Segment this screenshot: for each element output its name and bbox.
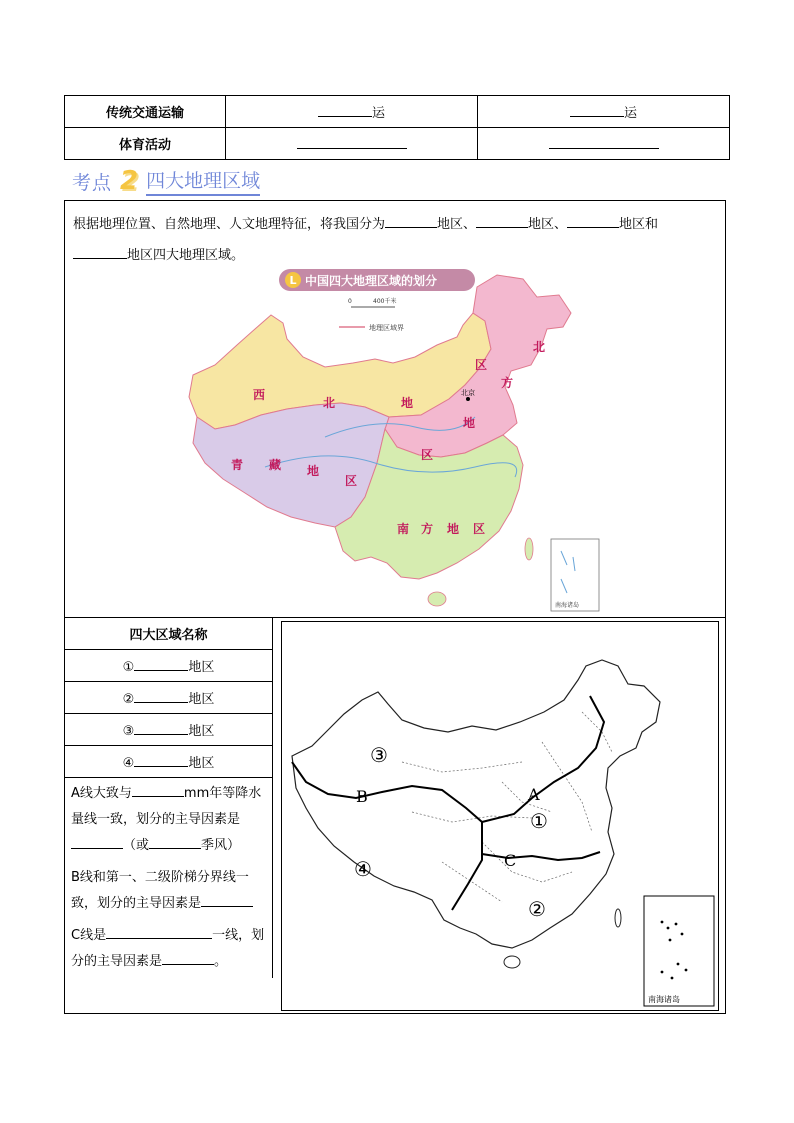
region-names-table bbox=[65, 618, 273, 978]
region-label-char: 北 bbox=[533, 340, 546, 354]
region-label-char: 北 bbox=[323, 396, 336, 410]
scale-label: 400千米 bbox=[373, 298, 397, 305]
table-row bbox=[65, 128, 730, 160]
province-border bbox=[442, 862, 502, 902]
question-text: （或 bbox=[123, 838, 150, 853]
question-text: 季风） bbox=[201, 838, 241, 853]
intro-text: 地区和 bbox=[619, 217, 659, 232]
colored-map-svg bbox=[175, 267, 615, 617]
table-header: 四大区域名称 bbox=[65, 618, 273, 650]
line-label: C bbox=[504, 851, 517, 870]
answer-blank[interactable] bbox=[476, 214, 528, 228]
region-label-char: 南 bbox=[397, 522, 410, 536]
intro-text: 地区、 bbox=[528, 217, 568, 232]
answer-blank[interactable] bbox=[134, 689, 188, 703]
section-title: 四大地理区域 bbox=[146, 166, 260, 196]
region-label-char: 方 bbox=[421, 522, 434, 536]
table-row bbox=[65, 96, 730, 128]
hainan-island bbox=[428, 592, 446, 606]
answer-blank[interactable] bbox=[162, 951, 214, 965]
region-label-char: 地 bbox=[463, 416, 476, 430]
row-label: 传统交通运输 bbox=[65, 96, 226, 128]
region-label-char: 区 bbox=[475, 358, 488, 372]
outline-map-svg bbox=[282, 622, 718, 1010]
region-label-char: 地 bbox=[401, 396, 414, 410]
answer-blank[interactable] bbox=[201, 893, 253, 907]
question-c-cell bbox=[65, 920, 273, 978]
cell-suffix: 运 bbox=[623, 106, 637, 121]
region-label-char: 区 bbox=[345, 474, 358, 488]
region-marker: ③ bbox=[122, 724, 135, 739]
answer-blank[interactable] bbox=[297, 135, 407, 149]
map-title-badge: L bbox=[289, 274, 297, 287]
question-text: B线和第一、二级阶梯分界线一致，划分的主导因素是 bbox=[71, 870, 249, 911]
region-name-cell bbox=[65, 746, 273, 778]
region-marker: ① bbox=[530, 809, 548, 833]
south-sea-inset bbox=[551, 539, 599, 611]
answer-cell bbox=[478, 96, 730, 128]
region-name-cell bbox=[65, 714, 273, 746]
region-label-char: 地 bbox=[447, 522, 460, 536]
legend-label: 地理区域界 bbox=[369, 324, 404, 332]
question-b-cell bbox=[65, 862, 273, 920]
inset-label: 南海诸岛 bbox=[555, 602, 580, 609]
line-c bbox=[482, 852, 600, 860]
table-row bbox=[65, 778, 273, 863]
beijing-marker-icon bbox=[466, 397, 470, 401]
intro-paragraph bbox=[73, 209, 719, 271]
china-outline bbox=[292, 660, 660, 948]
region-label-char: 地 bbox=[307, 464, 320, 478]
answer-blank[interactable] bbox=[134, 657, 188, 671]
table-row bbox=[65, 714, 273, 746]
intro-text: 根据地理位置、自然地理、人文地理特征，将我国分为 bbox=[73, 217, 386, 232]
answer-blank[interactable] bbox=[134, 721, 188, 735]
table-row bbox=[65, 682, 273, 714]
line-label: B bbox=[356, 787, 368, 806]
region-marker: ② bbox=[528, 897, 546, 921]
province-border bbox=[482, 842, 572, 882]
region-suffix: 地区 bbox=[188, 692, 215, 707]
section-number-icon: 2 bbox=[120, 166, 139, 196]
answer-blank[interactable] bbox=[570, 103, 624, 117]
answer-blank[interactable] bbox=[71, 835, 123, 849]
region-label-char: 方 bbox=[501, 376, 514, 390]
answer-blank[interactable] bbox=[73, 245, 127, 259]
region-marker: ③ bbox=[370, 743, 388, 767]
section-heading bbox=[72, 164, 260, 198]
province-border bbox=[502, 782, 552, 812]
hainan-island bbox=[504, 956, 520, 968]
question-a-cell bbox=[65, 778, 273, 863]
answer-cell bbox=[478, 128, 730, 160]
city-label: 北京 bbox=[461, 389, 475, 397]
taiwan-island bbox=[615, 909, 621, 927]
province-border bbox=[402, 762, 522, 772]
colored-region-map bbox=[175, 267, 615, 617]
scale-zero: 0 bbox=[348, 298, 352, 305]
question-text: C线是 bbox=[71, 928, 107, 943]
table-row bbox=[65, 862, 273, 920]
region-label-char: 区 bbox=[473, 522, 486, 536]
inset-label: 南海诸岛 bbox=[648, 995, 680, 1004]
region-marker: ① bbox=[122, 660, 135, 675]
region-content-box bbox=[64, 200, 726, 1014]
line-label: A bbox=[528, 785, 540, 804]
region-name-cell bbox=[65, 650, 273, 682]
region-label-char: 区 bbox=[421, 448, 434, 462]
region-label-char: 西 bbox=[253, 388, 266, 402]
map-title: 中国四大地理区域的划分 bbox=[305, 274, 438, 288]
section-prefix: 考点 bbox=[72, 171, 113, 194]
region-label-char: 青 bbox=[231, 458, 244, 472]
south-sea-inset bbox=[644, 896, 714, 1006]
question-text: A线大致与 bbox=[71, 786, 132, 801]
line-b bbox=[292, 762, 482, 910]
answer-cell bbox=[226, 128, 478, 160]
question-text: 。 bbox=[214, 954, 228, 969]
intro-text: 地区、 bbox=[437, 217, 477, 232]
answer-blank[interactable] bbox=[132, 783, 184, 797]
region-marker: ④ bbox=[122, 756, 135, 771]
answer-blank[interactable] bbox=[549, 135, 659, 149]
region-label-char: 藏 bbox=[269, 458, 282, 472]
answer-blank[interactable] bbox=[385, 214, 437, 228]
table-row bbox=[65, 618, 273, 650]
question-text: mm年等降水量线一致，划分的主导因素是 bbox=[71, 786, 262, 827]
answer-blank[interactable] bbox=[134, 753, 188, 767]
answer-cell bbox=[226, 96, 478, 128]
line-a bbox=[482, 696, 604, 822]
cell-suffix: 运 bbox=[371, 106, 385, 121]
region-marker: ② bbox=[122, 692, 135, 707]
region-marker: ④ bbox=[354, 857, 372, 881]
taiwan-island bbox=[525, 538, 533, 560]
region-name-cell bbox=[65, 682, 273, 714]
row-label: 体育活动 bbox=[65, 128, 226, 160]
answer-blank[interactable] bbox=[149, 835, 201, 849]
intro-text: 地区四大地理区域。 bbox=[127, 248, 245, 263]
province-border bbox=[542, 742, 592, 832]
region-suffix: 地区 bbox=[188, 724, 215, 739]
table-row bbox=[65, 650, 273, 682]
question-text: 一线，划分的主导因素是 bbox=[71, 928, 265, 969]
answer-blank[interactable] bbox=[106, 925, 212, 939]
transport-sports-table bbox=[64, 95, 730, 160]
answer-blank[interactable] bbox=[318, 103, 372, 117]
region-suffix: 地区 bbox=[188, 660, 215, 675]
table-row bbox=[65, 746, 273, 778]
outline-map-frame bbox=[281, 621, 719, 1011]
region-suffix: 地区 bbox=[188, 756, 215, 771]
table-row bbox=[65, 920, 273, 978]
answer-blank[interactable] bbox=[567, 214, 619, 228]
